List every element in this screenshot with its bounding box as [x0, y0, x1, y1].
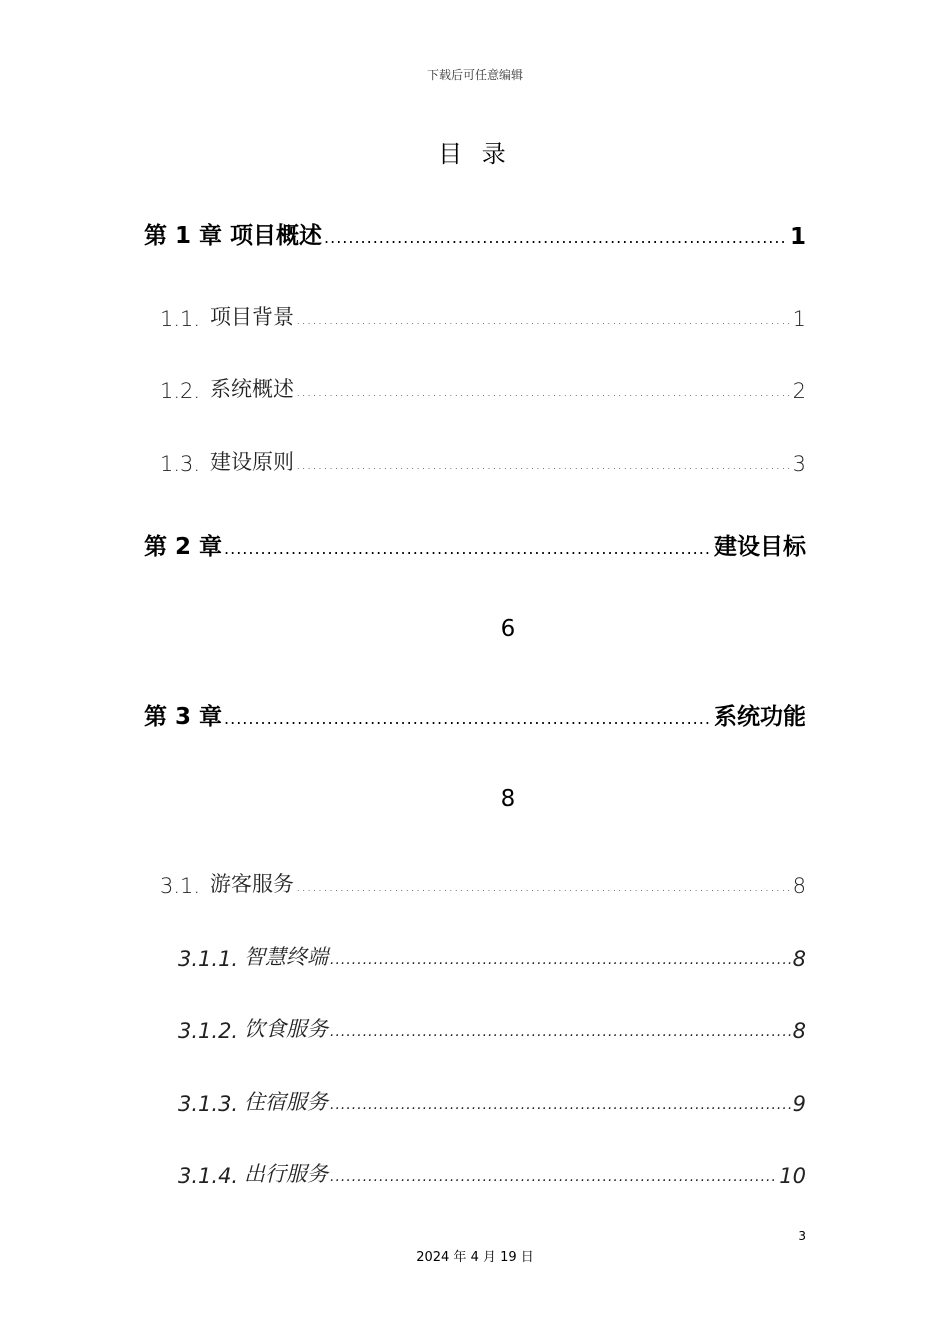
toc-leader — [296, 458, 791, 476]
toc-number: 1.2. — [160, 379, 201, 403]
toc-entry-1-3[interactable] — [160, 446, 806, 476]
toc-leader — [296, 880, 791, 898]
toc-leader — [330, 1170, 777, 1188]
toc-number: 3.1.2. — [178, 1019, 239, 1043]
toc-entry-1-2[interactable] — [160, 373, 806, 403]
toc-number: 第 1 章 — [144, 223, 231, 249]
toc-leader — [330, 1098, 791, 1116]
toc-page: 3 — [792, 452, 806, 476]
toc-label: 建设原则 — [210, 450, 294, 474]
page-number: 3 — [798, 1229, 806, 1243]
toc-number: 第 3 章 — [144, 704, 223, 730]
toc-label: 项目概述 — [230, 223, 323, 249]
toc-label: 项目背景 — [210, 305, 294, 329]
toc-page: 8 — [792, 1019, 806, 1043]
toc-entry-3-1[interactable] — [160, 868, 806, 898]
toc-number: 1.3. — [160, 452, 201, 476]
toc-number: 3.1.3. — [178, 1092, 239, 1116]
toc-label: 饮食服务 — [244, 1017, 328, 1041]
toc-leader — [324, 230, 788, 250]
toc-number: 3.1.4. — [178, 1164, 239, 1188]
toc-entry-3-1-3[interactable] — [178, 1086, 806, 1116]
toc-entry-3-1-1[interactable] — [178, 941, 806, 971]
toc-label: 出行服务 — [244, 1162, 328, 1186]
toc-page: 9 — [792, 1092, 806, 1116]
toc-entry-1-1[interactable] — [160, 301, 806, 331]
toc-number: 3.1. — [160, 874, 201, 898]
toc-title-right: 建设目标 — [714, 534, 806, 560]
page-header: 下载后可任意编辑 — [426, 68, 523, 82]
toc-number: 3.1.1. — [178, 947, 239, 971]
toc-leader — [296, 385, 791, 403]
toc-entry-chapter-3[interactable] — [144, 698, 806, 731]
toc-page: 10 — [779, 1164, 806, 1188]
toc-title-right: 系统功能 — [714, 704, 806, 730]
toc-page: 1 — [792, 307, 806, 331]
toc-leader — [330, 953, 791, 971]
toc-page: 1 — [789, 224, 806, 250]
toc-leader — [224, 541, 712, 561]
toc-label: 游客服务 — [210, 872, 294, 896]
toc-entry-3-1-4[interactable] — [178, 1158, 806, 1188]
toc-number: 第 2 章 — [144, 534, 223, 560]
toc-label: 系统概述 — [210, 377, 294, 401]
toc-label: 住宿服务 — [244, 1090, 328, 1114]
toc-leader — [224, 711, 712, 731]
footer-date: 2024 年 4 月 19 日 — [416, 1250, 534, 1265]
toc-entry-3-1-2[interactable] — [178, 1013, 806, 1043]
toc-page: 8 — [792, 947, 806, 971]
toc-label: 智慧终端 — [244, 945, 328, 969]
toc-entry-chapter-2[interactable] — [144, 528, 806, 561]
toc-leader — [330, 1025, 791, 1043]
toc-number: 1.1. — [160, 307, 201, 331]
toc-page: 2 — [792, 379, 806, 403]
toc-leader — [296, 313, 791, 331]
toc-page: 8 — [792, 874, 806, 898]
toc-entry-chapter-1[interactable] — [144, 217, 806, 250]
page-title: 目 录 — [438, 140, 512, 168]
toc-page-chapter-3: 8 — [500, 786, 516, 812]
toc-page-chapter-2: 6 — [500, 616, 516, 642]
